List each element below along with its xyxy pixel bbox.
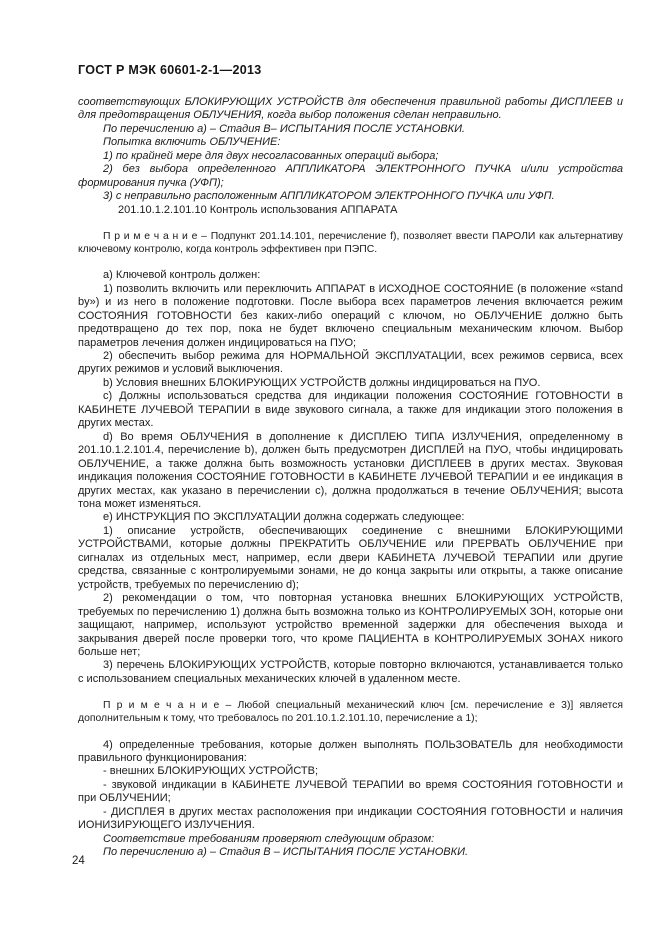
note: П р и м е ч а н и е – Любой специальный механический ключ [см. перечисление e 3)] является дополнительным к тому, что требовалось по 201.10.1.2.101.10, перечисление a 1); bbox=[78, 700, 623, 725]
list-item-e2: 2) рекомендации о том, что повторная установка внешних БЛОКИРУЮЩИХ УСТРОЙСТВ, требуемых по перечислению 1) должна быть возможна только из КОНТРОЛИРУЕМЫХ ЗОН, которые они защищают, например, используют устройство временной задержки для обеспечения выхода и закрывания дверей после проверки того, что кроме ПАЦИЕНТА в КОНТРОЛИРУЕМЫХ ЗОНАХ никого больше нет; bbox=[78, 592, 623, 658]
note: П р и м е ч а н и е – Подпункт 201.14.101, перечисление f), позволяет ввести ПАРОЛИ как альтернативу ключевому контролю, когда контроль эффективен при ПЭПС. bbox=[78, 231, 623, 256]
test-item-1: 1) по крайней мере для двух несогласованных операций выбора; bbox=[103, 149, 439, 162]
list-item-e4: 4) определенные требования, которые должен выполнять ПОЛЬЗОВАТЕЛЬ для необходимости правильного функционирования: bbox=[78, 738, 623, 764]
test-item-3: 3) с неправильно расположенным АППЛИКАТОРОМ ЭЛЕКТРОННОГО ПУЧКА или УФП. bbox=[103, 190, 555, 203]
clause-title: 201.10.1.2.101.10 Контроль использования АППАРАТА bbox=[118, 203, 398, 216]
list-item-e1: 1) описание устройств, обеспечивающих соединение с внешними БЛОКИРУЮЩИМИ УСТРОЙСТВАМИ, которые должны ПРЕКРАТИТЬ ОБЛУЧЕНИЕ или ПРЕРВАТЬ ОБЛУЧЕНИЕ при сигналах из отдельных мест, например, если двери КАБИНЕТА ЛУЧЕВОЙ ТЕРАПИИ или другие средства, связанные с контролируемыми зонами, не до конца закрыты или открыты, а также описание устройств, требуемых по перечислению d); bbox=[78, 524, 623, 591]
list-item-e3: 3) перечень БЛОКИРУЮЩИХ УСТРОЙСТВ, которые повторно включаются, устанавливается только с использованием специальных механических ключей в удаленном месте. bbox=[78, 659, 623, 685]
list-item-d: d) Во время ОБЛУЧЕНИЯ в дополнение к ДИСПЛЕЮ ТИПА ИЗЛУЧЕНИЯ, определенному в 201.10.1.2.101.4, перечисление b), должен быть предусмотрен ДИСПЛЕЙ на ПУО, чтобы индицировать ОБЛУЧЕНИЕ, а также должна быть возможность установки ДИСПЛЕЕВ в других местах. Звуковая индикация положения СОСТОЯНИЕ ГОТОВНОСТИ в КАБИНЕТЕ ЛУЧЕВОЙ ТЕРАПИИ и ее индикация в других местах, как указано в перечислении c), должна продолжаться в течение ОБЛУЧЕНИЯ; высота тона может изменяться. bbox=[78, 430, 623, 510]
dash-item: - ДИСПЛЕЯ в других местах расположения при индикации СОСТОЯНИЯ ГОТОВНОСТИ и наличия ИОНИЗИРУЮЩЕГО ИЗЛУЧЕНИЯ. bbox=[78, 805, 623, 832]
list-item-b: b) Условия внешних БЛОКИРУЮЩИХ УСТРОЙСТВ должны индицироваться на ПУО. bbox=[103, 376, 541, 389]
document-body bbox=[78, 96, 623, 860]
list-item-e: e) ИНСТРУКЦИЯ ПО ЭКСПЛУАТАЦИИ должна содержать следующее: bbox=[103, 511, 465, 524]
test-procedure-line: По перечислению a) – Стадия В– ИСПЫТАНИЯ ПОСЛЕ УСТАНОВКИ. bbox=[103, 122, 465, 135]
standard-header: ГОСТ Р МЭК 60601-2-1—2013 bbox=[78, 63, 262, 77]
test-item-2: 2) без выбора определенного АППЛИКАТОРА ЭЛЕКТРОННОГО ПУЧКА и/или устройства формирования пучка (УФП); bbox=[78, 163, 623, 189]
paragraph-continuation: соответствующих БЛОКИРУЮЩИХ УСТРОЙСТВ для обеспечения правильной работы ДИСПЛЕЕВ и для предотвращения ОБЛУЧЕНИЯ, когда выбор положения сделан неправильно. bbox=[78, 96, 623, 122]
list-item-a2: 2) обеспечить выбор режима для НОРМАЛЬНОЙ ЭКСПЛУАТАЦИИ, всех режимов сервиса, всех других режимов и условий выключения. bbox=[78, 349, 623, 376]
compliance-procedure: По перечислению a) – Стадия В – ИСПЫТАНИЯ ПОСЛЕ УСТАНОВКИ. bbox=[103, 846, 469, 859]
test-attempt-line: Попытка включить ОБЛУЧЕНИЕ: bbox=[103, 136, 281, 149]
list-item-a1: 1) позволить включить или переключить АППАРАТ в ИСХОДНОЕ СОСТОЯНИЕ (в положение «stand by») и из него в положение подготовки. После выбора всех параметров лечения включается режим СОСТОЯНИЯ ГОТОВНОСТИ без каких-либо операций с ключом, но ОБЛУЧЕНИЕ должно быть предотвращено до тех пор, пока не будет включено специальным механическим ключом. Выбор параметров лечения должен индицироваться на ПУО; bbox=[78, 282, 623, 349]
dash-item: - внешних БЛОКИРУЮЩИХ УСТРОЙСТВ; bbox=[103, 765, 319, 778]
dash-item: - звуковой индикации в КАБИНЕТЕ ЛУЧЕВОЙ ТЕРАПИИ во время СОСТОЯНИЯ ГОТОВНОСТИ и при ОБЛУЧЕНИИ; bbox=[78, 778, 623, 805]
list-item-c: c) Должны использоваться средства для индикации положения СОСТОЯНИЕ ГОТОВНОСТИ в КАБИНЕТЕ ЛУЧЕВОЙ ТЕРАПИИ в виде звукового сигнала, а также для индикации этого положения в других местах. bbox=[78, 390, 623, 430]
page-number: 24 bbox=[72, 855, 85, 867]
compliance-statement: Соответствие требованиям проверяют следующим образом: bbox=[103, 832, 435, 845]
list-item-a: a) Ключевой контроль должен: bbox=[103, 269, 261, 282]
